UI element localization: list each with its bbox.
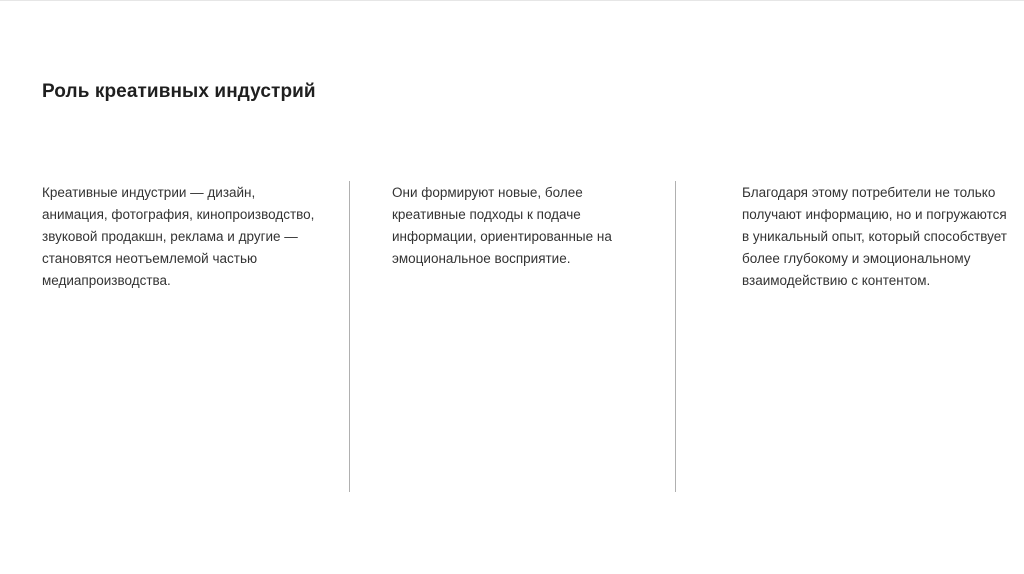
column-1-text: Креативные индустрии — дизайн, анимация, фотография, кинопроизводство, звуковой продакшн, реклама и другие — становятся неотъемлемой частью медиапроизводства.: [42, 185, 315, 288]
column-divider-1: [349, 181, 350, 492]
column-3-text: Благодаря этому потребители не только получают информацию, но и погружаются в уникальный опыт, который способствует более глубокому и эмоциональному взаимодействию с контентом.: [742, 185, 1007, 288]
column-2-text: Они формируют новые, более креативные подходы к подаче информации, ориентированные на эмоциональное восприятие.: [392, 185, 612, 266]
slide-title: Роль креативных индустрий: [42, 81, 316, 102]
column-divider-2: [675, 181, 676, 492]
